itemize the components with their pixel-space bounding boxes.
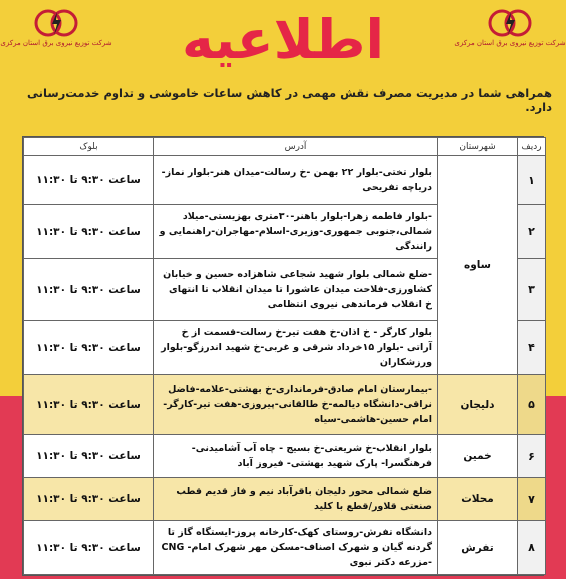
row-address: ضلع شمالی محور دلیجان باقرآباد نیم و فاز قدیم قطب صنعتی قلاور/قطع با کلید <box>154 478 438 521</box>
page-subtitle: همراهی شما در مدیریت مصرف نقش مهمی در کاهش ساعات خاموشی و تداوم خدمت‌رسانی دارد. <box>27 86 552 114</box>
row-number: ۵ <box>518 375 546 435</box>
row-address: بلوار انقلاب-خ شریعتی-خ بسیج - چاه آب آشامیدنی-فرهنگسرا- پارک شهید بهشتی- فیروز آباد <box>154 435 438 478</box>
header-address: آدرس <box>154 138 438 156</box>
row-number: ۷ <box>518 478 546 521</box>
row-city: خمین <box>438 435 518 478</box>
row-block: ساعت ۹:۳۰ تا ۱۱:۳۰ <box>24 321 154 375</box>
table-header-row <box>24 138 546 156</box>
table-row <box>24 521 546 575</box>
row-number: ۶ <box>518 435 546 478</box>
row-city: دلیجان <box>438 375 518 435</box>
company-logo-right <box>454 8 566 56</box>
table-row <box>24 435 546 478</box>
row-address: بلوار کارگر - خ اذان-خ هفت تیر-خ رسالت-قسمت از خ آراتی -بلوار ۱۵خرداد شرقی و غربی-خ شهید اندرزگو-بلوار ورزشکاران <box>154 321 438 375</box>
row-address: دانشگاه تفرش-روستای کهک-کارخانه پروز-ایستگاه گاز تا گردنه گیان و شهرک اصناف-مسکن مهر شهرک امام- CNG -مزرعه دکتر نبوی <box>154 521 438 575</box>
row-city: محلات <box>438 478 518 521</box>
row-address: -بیمارستان امام صادق-فرمانداری-خ بهشتی-علامه-فاضل نراقی-دانشگاه دیالمه-خ طالقانی-پیروزی-هفت تیر-کارگر-امام حسین-هاشمی-سیاه <box>154 375 438 435</box>
table-row <box>24 156 546 205</box>
page-title: اطلاعیه <box>181 8 385 71</box>
row-number: ۸ <box>518 521 546 575</box>
header-city: شهرستان <box>438 138 518 156</box>
header-row-number: ردیف <box>518 138 546 156</box>
row-number: ۱ <box>518 156 546 205</box>
outage-table <box>23 137 546 575</box>
row-block: ساعت ۹:۳۰ تا ۱۱:۳۰ <box>24 521 154 575</box>
row-block: ساعت ۹:۳۰ تا ۱۱:۳۰ <box>24 156 154 205</box>
row-address: -ضلع شمالی بلوار شهید شجاعی شاهزاده حسین و خیابان کشاورزی-فلاحت میدان عاشورا تا میدان انقلاب تا انتهای خ انقلاب فرماندهی نیروی انتظامی <box>154 259 438 321</box>
table-row <box>24 375 546 435</box>
row-address: بلوار تختی-بلوار ۲۲ بهمن -خ رسالت-میدان هنر-بلوار نماز-دریاچه تفریحی <box>154 156 438 205</box>
power-company-logo-icon <box>33 8 79 38</box>
row-number: ۲ <box>518 205 546 259</box>
company-name: شرکت توزیع نیروی برق استان مرکزی <box>0 39 112 47</box>
row-block: ساعت ۹:۳۰ تا ۱۱:۳۰ <box>24 478 154 521</box>
power-company-logo-icon <box>487 8 533 38</box>
table-row <box>24 478 546 521</box>
company-logo-left <box>0 8 112 56</box>
row-address: -بلوار فاطمه زهرا-بلوار باهنر-۳۰متری بهزیستی-میلاد شمالی،جنوبی جمهوری-وزیری-اسلام-مهاجران-راهنمایی و رانندگی <box>154 205 438 259</box>
header-block: بلوک <box>24 138 154 156</box>
row-city: تفرش <box>438 521 518 575</box>
company-name: شرکت توزیع نیروی برق استان مرکزی <box>454 39 566 47</box>
outage-table-container <box>22 136 544 576</box>
row-number: ۴ <box>518 321 546 375</box>
row-block: ساعت ۹:۳۰ تا ۱۱:۳۰ <box>24 375 154 435</box>
row-number: ۳ <box>518 259 546 321</box>
row-block: ساعت ۹:۳۰ تا ۱۱:۳۰ <box>24 259 154 321</box>
row-block: ساعت ۹:۳۰ تا ۱۱:۳۰ <box>24 205 154 259</box>
row-city: ساوه <box>438 156 518 375</box>
row-block: ساعت ۹:۳۰ تا ۱۱:۳۰ <box>24 435 154 478</box>
